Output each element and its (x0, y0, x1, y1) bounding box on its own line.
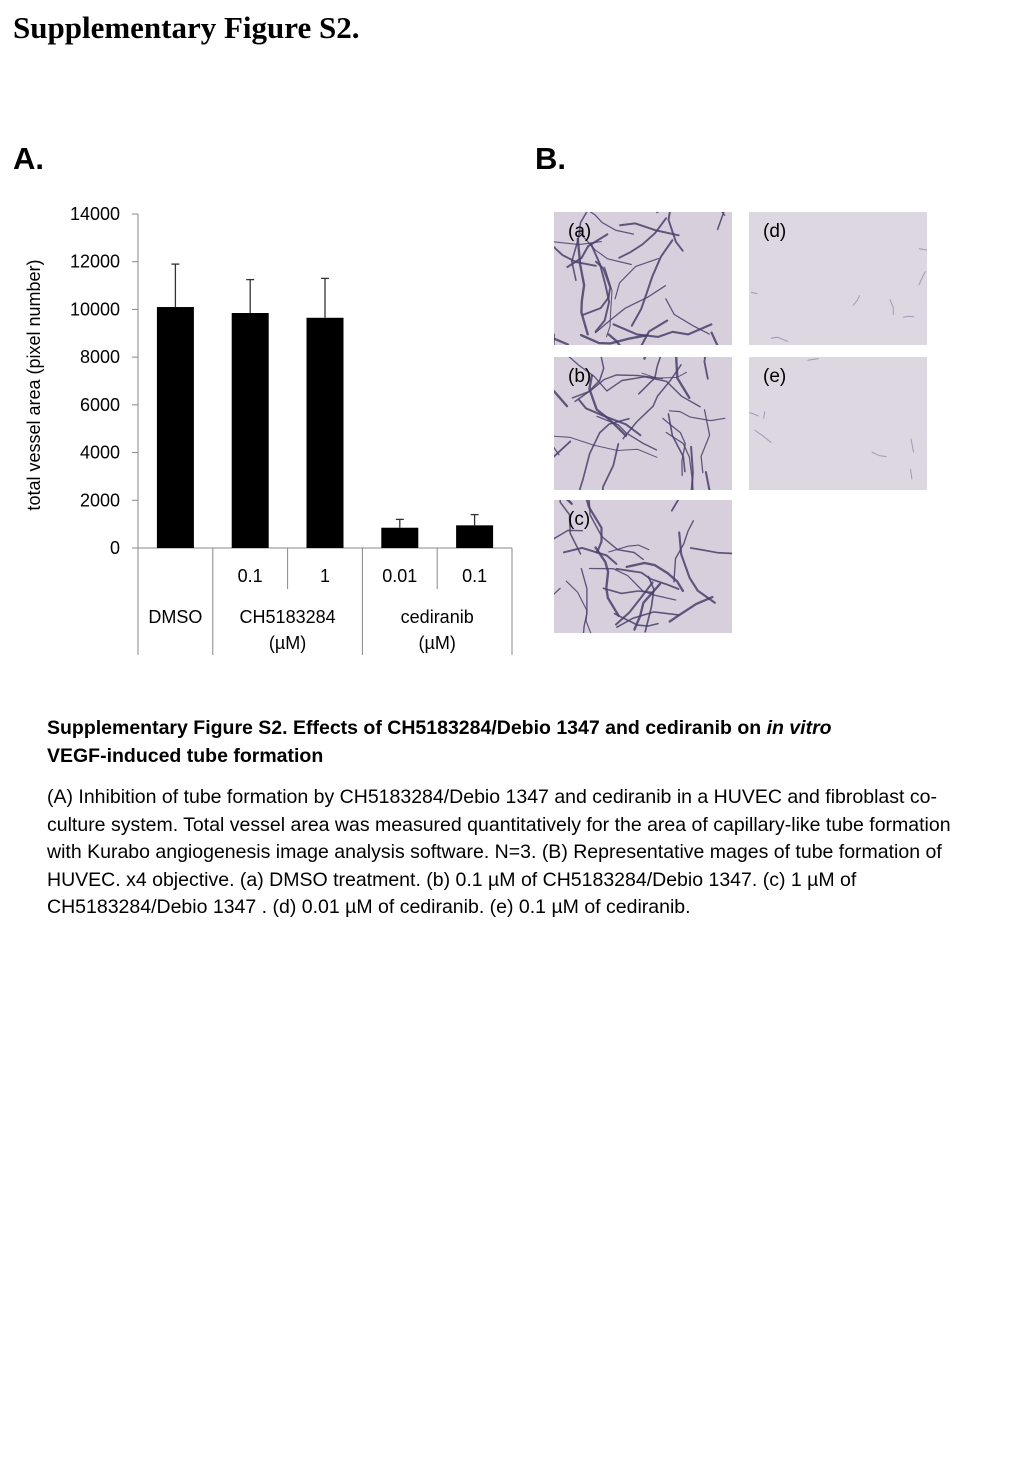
y-tick-label: 14000 (69, 204, 120, 224)
page-title: Supplementary Figure S2. (13, 10, 360, 45)
micrograph-label: (b) (568, 366, 592, 387)
micrograph-label: (d) (763, 221, 787, 242)
bar (381, 528, 418, 548)
dose-label: 0.1 (237, 566, 263, 586)
micrograph-label: (c) (568, 509, 591, 530)
group-label: DMSO (148, 607, 203, 627)
bar (157, 307, 194, 548)
y-tick-label: 10000 (69, 299, 120, 320)
y-tick-label: 0 (109, 538, 120, 558)
y-tick-label: 2000 (79, 490, 120, 511)
caption-title-suffix: VEGF-induced tube formation (47, 744, 324, 767)
caption-body: (A) Inhibition of tube formation by CH5183284/Debio 1347 and cediranib in a HUVEC and fibroblast co-culture system. Total vessel area was measured quantitatively for the area of capillary-like tube formation with Kurabo angiogenesis image analysis software. N=3. (B) Representative mages of tube formation of HUVEC. x4 objective. (a) DMSO treatment. (b) 0.1 µM of CH5183284/Debio 1347. (c) 1 µM of CH5183284/Debio 1347 . (d) 0.01 µM of cediranib. (e) 0.1 µM of cediranib. (47, 786, 951, 918)
caption-title-italic: in vitro (766, 717, 832, 739)
y-tick-label: 12000 (69, 251, 120, 272)
micrograph-a (554, 212, 732, 345)
group-unit-label: (µM) (268, 633, 307, 653)
vessel-area-bar-chart (0, 195, 530, 665)
panel-b-label: B. (535, 141, 566, 176)
bar (232, 313, 269, 548)
caption-title (47, 715, 977, 770)
y-tick-label: 6000 (79, 394, 120, 415)
y-tick-label: 8000 (79, 347, 120, 368)
y-tick-label: 4000 (79, 442, 120, 463)
micrograph-label: (e) (763, 366, 787, 387)
group-label: CH5183284 (239, 607, 336, 627)
panel-a-label: A. (13, 141, 44, 176)
dose-label: 0.01 (382, 566, 418, 586)
micrograph-d (749, 212, 927, 345)
micrograph-label: (a) (568, 221, 592, 242)
bar (456, 525, 493, 548)
y-axis-title: total vessel area (pixel number) (24, 259, 44, 511)
micrograph-e (749, 357, 927, 490)
micrograph-c (554, 500, 732, 633)
dose-label: 0.1 (462, 566, 488, 586)
dose-label: 1 (319, 566, 331, 586)
bar (307, 318, 344, 548)
group-unit-label: (µM) (418, 633, 456, 653)
group-label: cediranib (400, 607, 474, 627)
micrograph-b (554, 357, 732, 490)
caption-title-prefix: Supplementary Figure S2. Effects of CH5183284/Debio 1347 and cediranib on (47, 717, 767, 739)
